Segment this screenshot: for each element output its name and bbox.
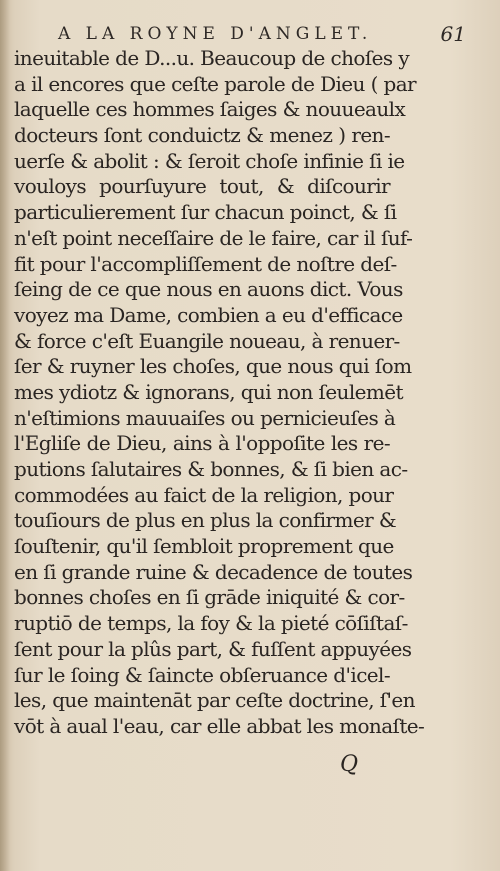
text-line: voyez ma Dame, combien a eu d'efficace bbox=[14, 302, 403, 327]
text-line: laquelle ces hommes ſaiges & nouueaulx bbox=[14, 97, 406, 122]
text-line: ſent pour la plûs part, & fuſſent appuyées bbox=[14, 636, 412, 661]
text-line: a il encores que ceſte parole de Dieu ( par bbox=[14, 71, 417, 96]
text-line: bonnes choſes en ſi grāde iniquité & cor- bbox=[14, 585, 405, 610]
text-line: particulierement ſur chacun poinct, & ſi bbox=[14, 200, 397, 225]
text-line: ſur le ſoing & ſaincte obſeruance d'icel- bbox=[14, 662, 390, 687]
text-line: commodées au faict de la religion, pour bbox=[14, 482, 394, 507]
text-line: ruptiō de temps, la foy & la pieté cōſiſtaſ- bbox=[14, 611, 408, 636]
text-line: ineuitable de D...u. Beaucoup de choſes y bbox=[14, 46, 410, 70]
catchword: Q bbox=[340, 752, 359, 777]
text-line: touſiours de plus en plus la confirmer & bbox=[14, 508, 397, 533]
text-line: ſeing de ce que nous en auons dict. Vous bbox=[14, 277, 403, 302]
body-text bbox=[14, 46, 425, 740]
text-line: fit pour l'accompliſſement de noſtre deſ- bbox=[14, 251, 397, 276]
text-line: docteurs ſont conduictz & menez ) ren- bbox=[14, 123, 390, 148]
text-line: n'eſt point neceſſaire de le faire, car il ſuf- bbox=[14, 225, 413, 250]
text-line: les, que maintenāt par ceſte doctrine, ſ'en bbox=[14, 688, 415, 713]
text-line: putions ſalutaires & bonnes, & ſi bien ac- bbox=[14, 457, 408, 481]
text-line: vouloys pourſuyure tout, & diſcourir bbox=[14, 174, 390, 199]
text-line: ſer & ruyner les choſes, que nous qui ſom bbox=[14, 354, 412, 379]
text-line: uerſe & abolit : & ſeroit choſe infinie ſi ie bbox=[14, 148, 405, 173]
text-line: & force c'eſt Euangile noueau, à renuer- bbox=[14, 328, 400, 353]
page-header bbox=[58, 22, 478, 48]
text-line: mes ydiotz & ignorans, qui non ſeulemēt bbox=[14, 379, 403, 404]
text-line: en ſi grande ruine & decadence de toutes bbox=[14, 559, 413, 584]
text-line: n'eſtimions mauuaiſes ou pernicieuſes à bbox=[14, 405, 396, 430]
text-line: vōt à aual l'eau, car elle abbat les monaſte- bbox=[14, 713, 425, 738]
text-line: ſouſtenir, qu'il ſembloit proprement que bbox=[14, 534, 394, 559]
running-head: A LA ROYNE D'ANGLET. bbox=[58, 24, 373, 44]
text-line: l'Egliſe de Dieu, ains à l'oppoſite les re- bbox=[14, 431, 390, 456]
gutter-shadow bbox=[0, 0, 10, 871]
page-number: 61 bbox=[440, 22, 466, 46]
